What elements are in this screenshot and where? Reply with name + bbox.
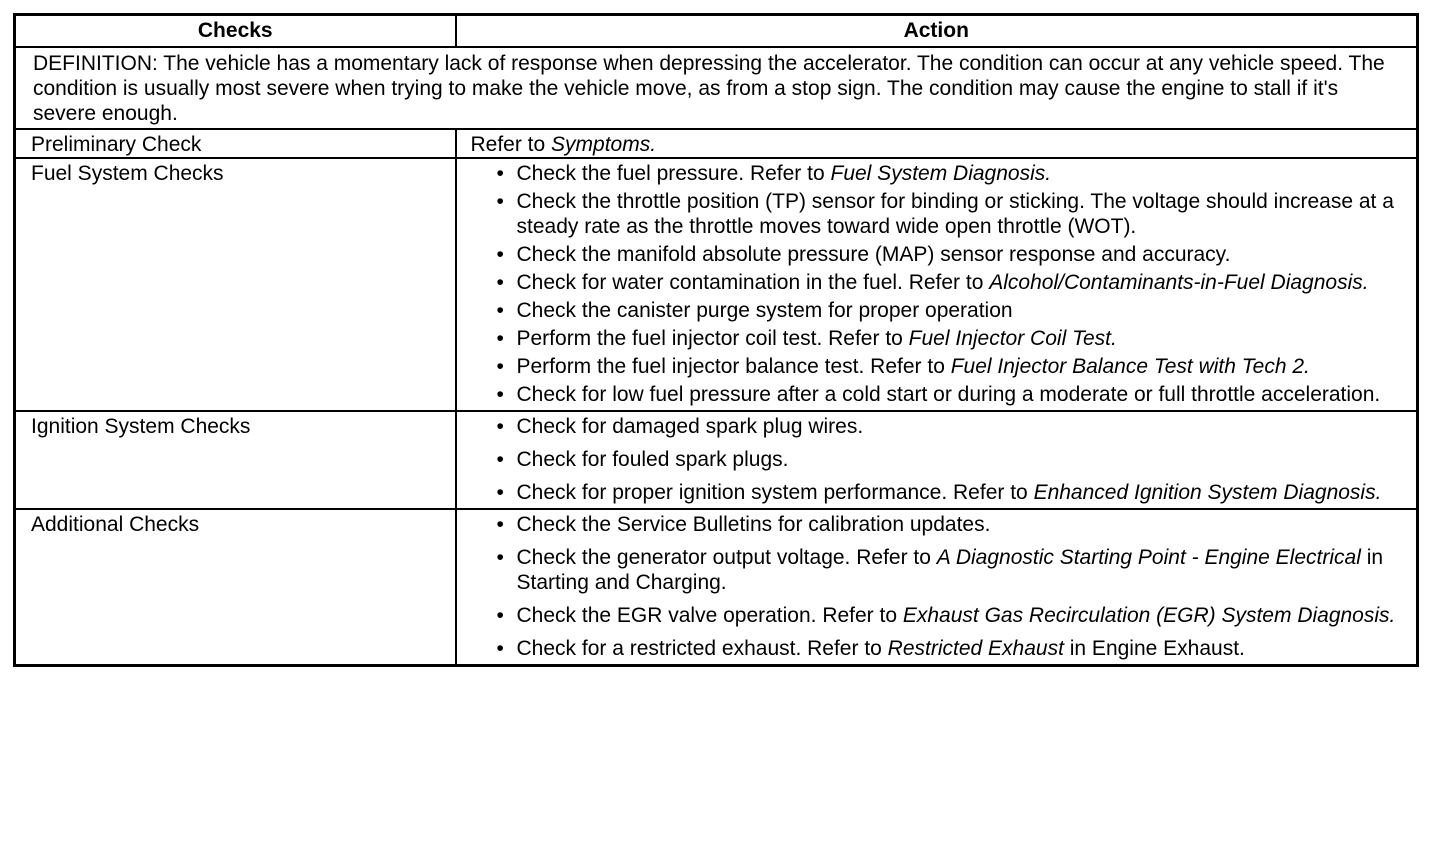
ignition-actions-list: [469, 414, 1407, 505]
checks-column-header: Checks: [15, 15, 456, 48]
fuel-row: [15, 158, 1418, 411]
list-item: [469, 480, 1407, 505]
definition-row: [15, 47, 1418, 129]
item-text: Perform the fuel injector coil test. Refer to: [516, 327, 909, 350]
list-item: [469, 298, 1407, 323]
item-text: Check the fuel pressure. Refer to: [516, 162, 831, 185]
fuel-actions-list: [469, 161, 1407, 407]
item-text: Check for proper ignition system performance. Refer to: [516, 481, 1034, 504]
item-reference: Enhanced Ignition System Diagnosis.: [1033, 481, 1382, 504]
preliminary-action-ref: Symptoms.: [551, 133, 657, 156]
list-item: [469, 242, 1407, 267]
list-item: [469, 382, 1407, 407]
list-item: [469, 545, 1407, 595]
fuel-system-checks-label: Fuel System Checks: [15, 158, 456, 411]
definition-text: DEFINITION: The vehicle has a momentary lack of response when depressing the accelerator. The condition can occur at any vehicle speed. The condition is usually most severe when trying to make the vehicle move, as from a stop sign. The condition may cause the engine to stall if it's severe enough.: [15, 47, 1418, 129]
item-text: Check for a restricted exhaust. Refer to: [516, 637, 888, 660]
item-reference: Alcohol/Contaminants-in-Fuel Diagnosis.: [989, 271, 1369, 294]
item-text: Check the Service Bulletins for calibration updates.: [516, 513, 991, 536]
item-text: Check the generator output voltage. Refer to: [516, 546, 937, 569]
item-reference: Restricted Exhaust: [887, 637, 1064, 660]
additional-checks-label: Additional Checks: [15, 509, 456, 666]
item-text: Check the throttle position (TP) sensor for binding or sticking. The voltage should increase at a steady rate as the throttle moves toward wide open throttle (WOT).: [516, 190, 1394, 238]
preliminary-check-action: [456, 129, 1418, 158]
item-text: Check for damaged spark plug wires.: [516, 415, 864, 438]
action-column-header: Action: [456, 15, 1418, 48]
item-reference: A Diagnostic Starting Point - Engine Electrical: [936, 546, 1361, 569]
item-text: Check for low fuel pressure after a cold start or during a moderate or full throttle acceleration.: [516, 383, 1381, 406]
additional-actions-list: [469, 512, 1407, 661]
ignition-row: [15, 411, 1418, 509]
list-item: [469, 189, 1407, 239]
item-text: Perform the fuel injector balance test. Refer to: [516, 355, 951, 378]
list-item: [469, 326, 1407, 351]
additional-actions: [456, 509, 1418, 666]
fuel-system-actions: [456, 158, 1418, 411]
item-text: Check for fouled spark plugs.: [516, 448, 789, 471]
list-item: [469, 270, 1407, 295]
item-text: Check the canister purge system for proper operation: [516, 299, 1013, 322]
list-item: [469, 603, 1407, 628]
preliminary-row: [15, 129, 1418, 158]
item-reference: Exhaust Gas Recirculation (EGR) System Diagnosis.: [902, 604, 1396, 627]
additional-row: [15, 509, 1418, 666]
item-text: Check the manifold absolute pressure (MAP) sensor response and accuracy.: [516, 243, 1231, 266]
item-text: Check for water contamination in the fuel. Refer to: [516, 271, 990, 294]
item-reference: Fuel System Diagnosis.: [830, 162, 1052, 185]
list-item: [469, 414, 1407, 439]
ignition-system-actions: [456, 411, 1418, 509]
item-suffix: in Engine Exhaust.: [1063, 637, 1245, 660]
list-item: [469, 354, 1407, 379]
list-item: [469, 161, 1407, 186]
item-reference: Fuel Injector Coil Test.: [908, 327, 1117, 350]
header-row: [15, 15, 1418, 48]
diagnostic-table: [13, 13, 1419, 667]
preliminary-check-label: Preliminary Check: [15, 129, 456, 158]
ignition-system-checks-label: Ignition System Checks: [15, 411, 456, 509]
item-suffix: in Starting and Charging.: [516, 546, 1384, 594]
list-item: [469, 447, 1407, 472]
item-text: Check the EGR valve operation. Refer to: [516, 604, 903, 627]
list-item: [469, 512, 1407, 537]
item-reference: Fuel Injector Balance Test with Tech 2.: [950, 355, 1310, 378]
list-item: [469, 636, 1407, 661]
preliminary-action-prefix: Refer to: [470, 133, 552, 156]
